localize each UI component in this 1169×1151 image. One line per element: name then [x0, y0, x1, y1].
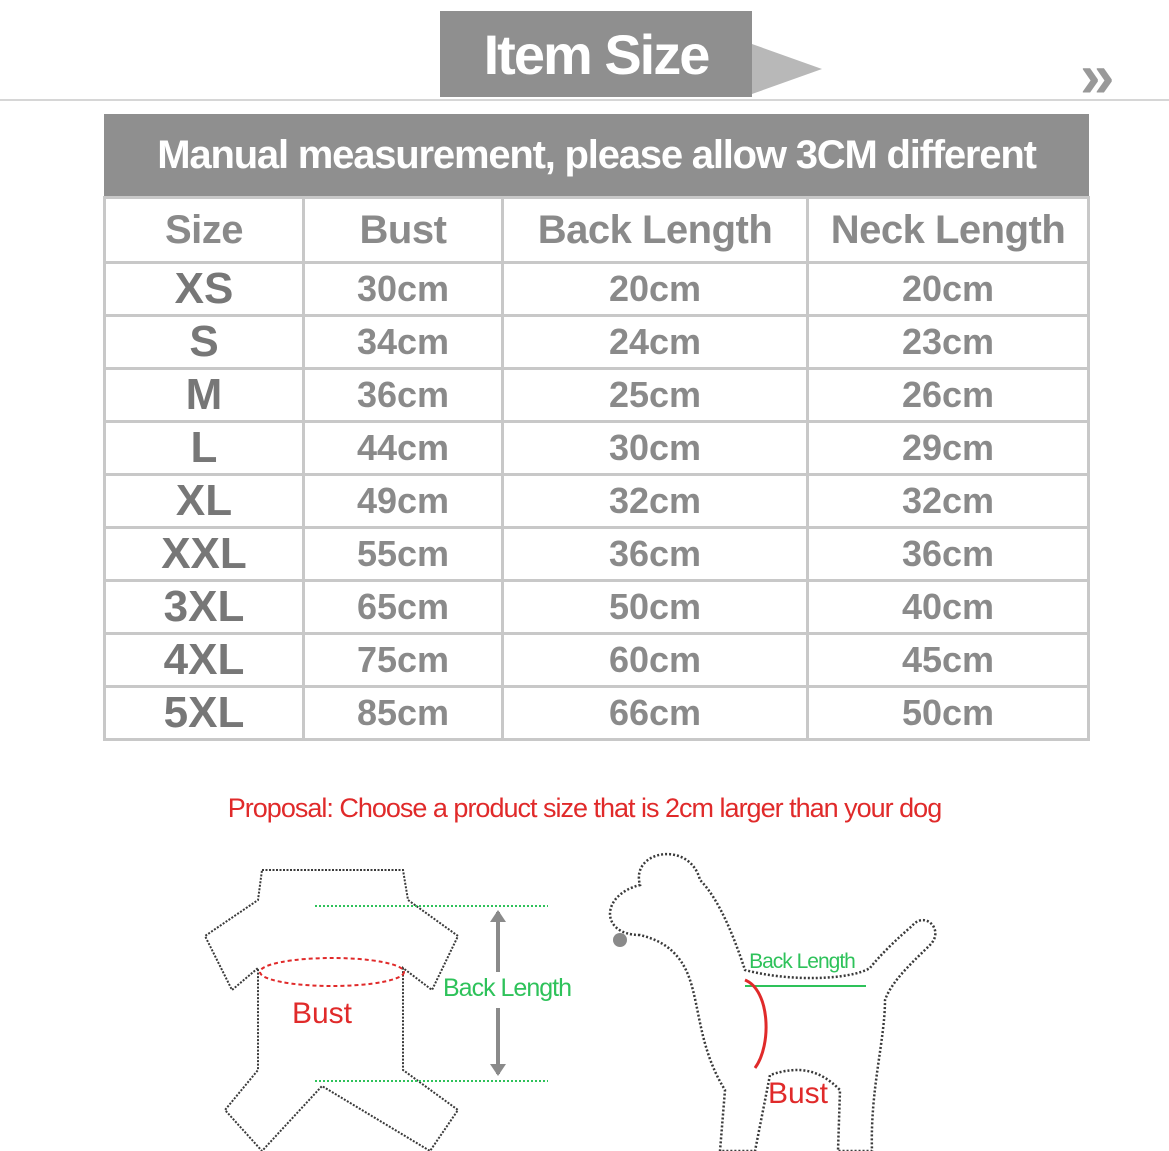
neck-length-cell: 40cm — [808, 581, 1089, 634]
size-cell: 3XL — [105, 581, 304, 634]
table-row — [105, 634, 1089, 687]
bust-cell: 65cm — [304, 581, 503, 634]
neck-length-cell: 36cm — [808, 528, 1089, 581]
size-cell: XXL — [105, 528, 304, 581]
title-shadow-tail — [752, 44, 822, 94]
dog-bust-label: Bust — [767, 1077, 829, 1110]
back-length-cell: 30cm — [503, 422, 808, 475]
table-row — [105, 687, 1089, 740]
header-divider — [0, 99, 1169, 101]
table-row — [105, 581, 1089, 634]
neck-length-cell: 32cm — [808, 475, 1089, 528]
neck-length-cell: 50cm — [808, 687, 1089, 740]
size-proposal-note: Proposal: Choose a product size that is 2cm larger than your dog — [227, 793, 942, 823]
garment-bust-line — [260, 958, 404, 986]
back-length-cell: 36cm — [503, 528, 808, 581]
garment-back-length-label: Back Length — [443, 974, 571, 1002]
bust-cell: 75cm — [304, 634, 503, 687]
neck-length-cell: 45cm — [808, 634, 1089, 687]
double-chevron-right-icon[interactable]: » — [1080, 42, 1107, 111]
column-header-back-length: Back Length — [503, 198, 808, 263]
table-row — [105, 369, 1089, 422]
size-cell: 4XL — [105, 634, 304, 687]
neck-length-cell: 20cm — [808, 263, 1089, 316]
table-row — [105, 528, 1089, 581]
back-length-cell: 32cm — [503, 475, 808, 528]
size-chart-table — [103, 196, 1090, 741]
bust-cell: 36cm — [304, 369, 503, 422]
bust-cell: 85cm — [304, 687, 503, 740]
bust-cell: 30cm — [304, 263, 503, 316]
bust-cell: 49cm — [304, 475, 503, 528]
dog-nose-icon — [613, 933, 627, 947]
dog-back-length-label: Back Length — [749, 950, 855, 973]
page-title: Item Size — [440, 11, 752, 97]
column-header-size: Size — [105, 198, 304, 263]
size-cell: XS — [105, 263, 304, 316]
neck-length-cell: 29cm — [808, 422, 1089, 475]
neck-length-cell: 23cm — [808, 316, 1089, 369]
back-length-cell: 24cm — [503, 316, 808, 369]
arrow-down-icon — [490, 1064, 506, 1076]
table-header-row — [105, 198, 1089, 263]
size-cell: S — [105, 316, 304, 369]
dog-bust-line — [745, 980, 766, 1068]
arrow-up-icon — [490, 910, 506, 922]
table-row — [105, 263, 1089, 316]
size-cell: M — [105, 369, 304, 422]
table-row — [105, 422, 1089, 475]
table-row — [105, 475, 1089, 528]
back-length-cell: 60cm — [503, 634, 808, 687]
size-cell: L — [105, 422, 304, 475]
garment-bust-label: Bust — [291, 997, 353, 1030]
back-length-cell: 20cm — [503, 263, 808, 316]
back-length-cell: 50cm — [503, 581, 808, 634]
back-length-cell: 25cm — [503, 369, 808, 422]
back-length-cell: 66cm — [503, 687, 808, 740]
bust-cell: 44cm — [304, 422, 503, 475]
measurement-note-banner: Manual measurement, please allow 3CM different — [104, 114, 1089, 196]
column-header-neck-length: Neck Length — [808, 198, 1089, 263]
column-header-bust: Bust — [304, 198, 503, 263]
table-row — [105, 316, 1089, 369]
bust-cell: 55cm — [304, 528, 503, 581]
measurement-illustration — [0, 840, 1169, 1151]
size-cell: XL — [105, 475, 304, 528]
neck-length-cell: 26cm — [808, 369, 1089, 422]
bust-cell: 34cm — [304, 316, 503, 369]
size-cell: 5XL — [105, 687, 304, 740]
